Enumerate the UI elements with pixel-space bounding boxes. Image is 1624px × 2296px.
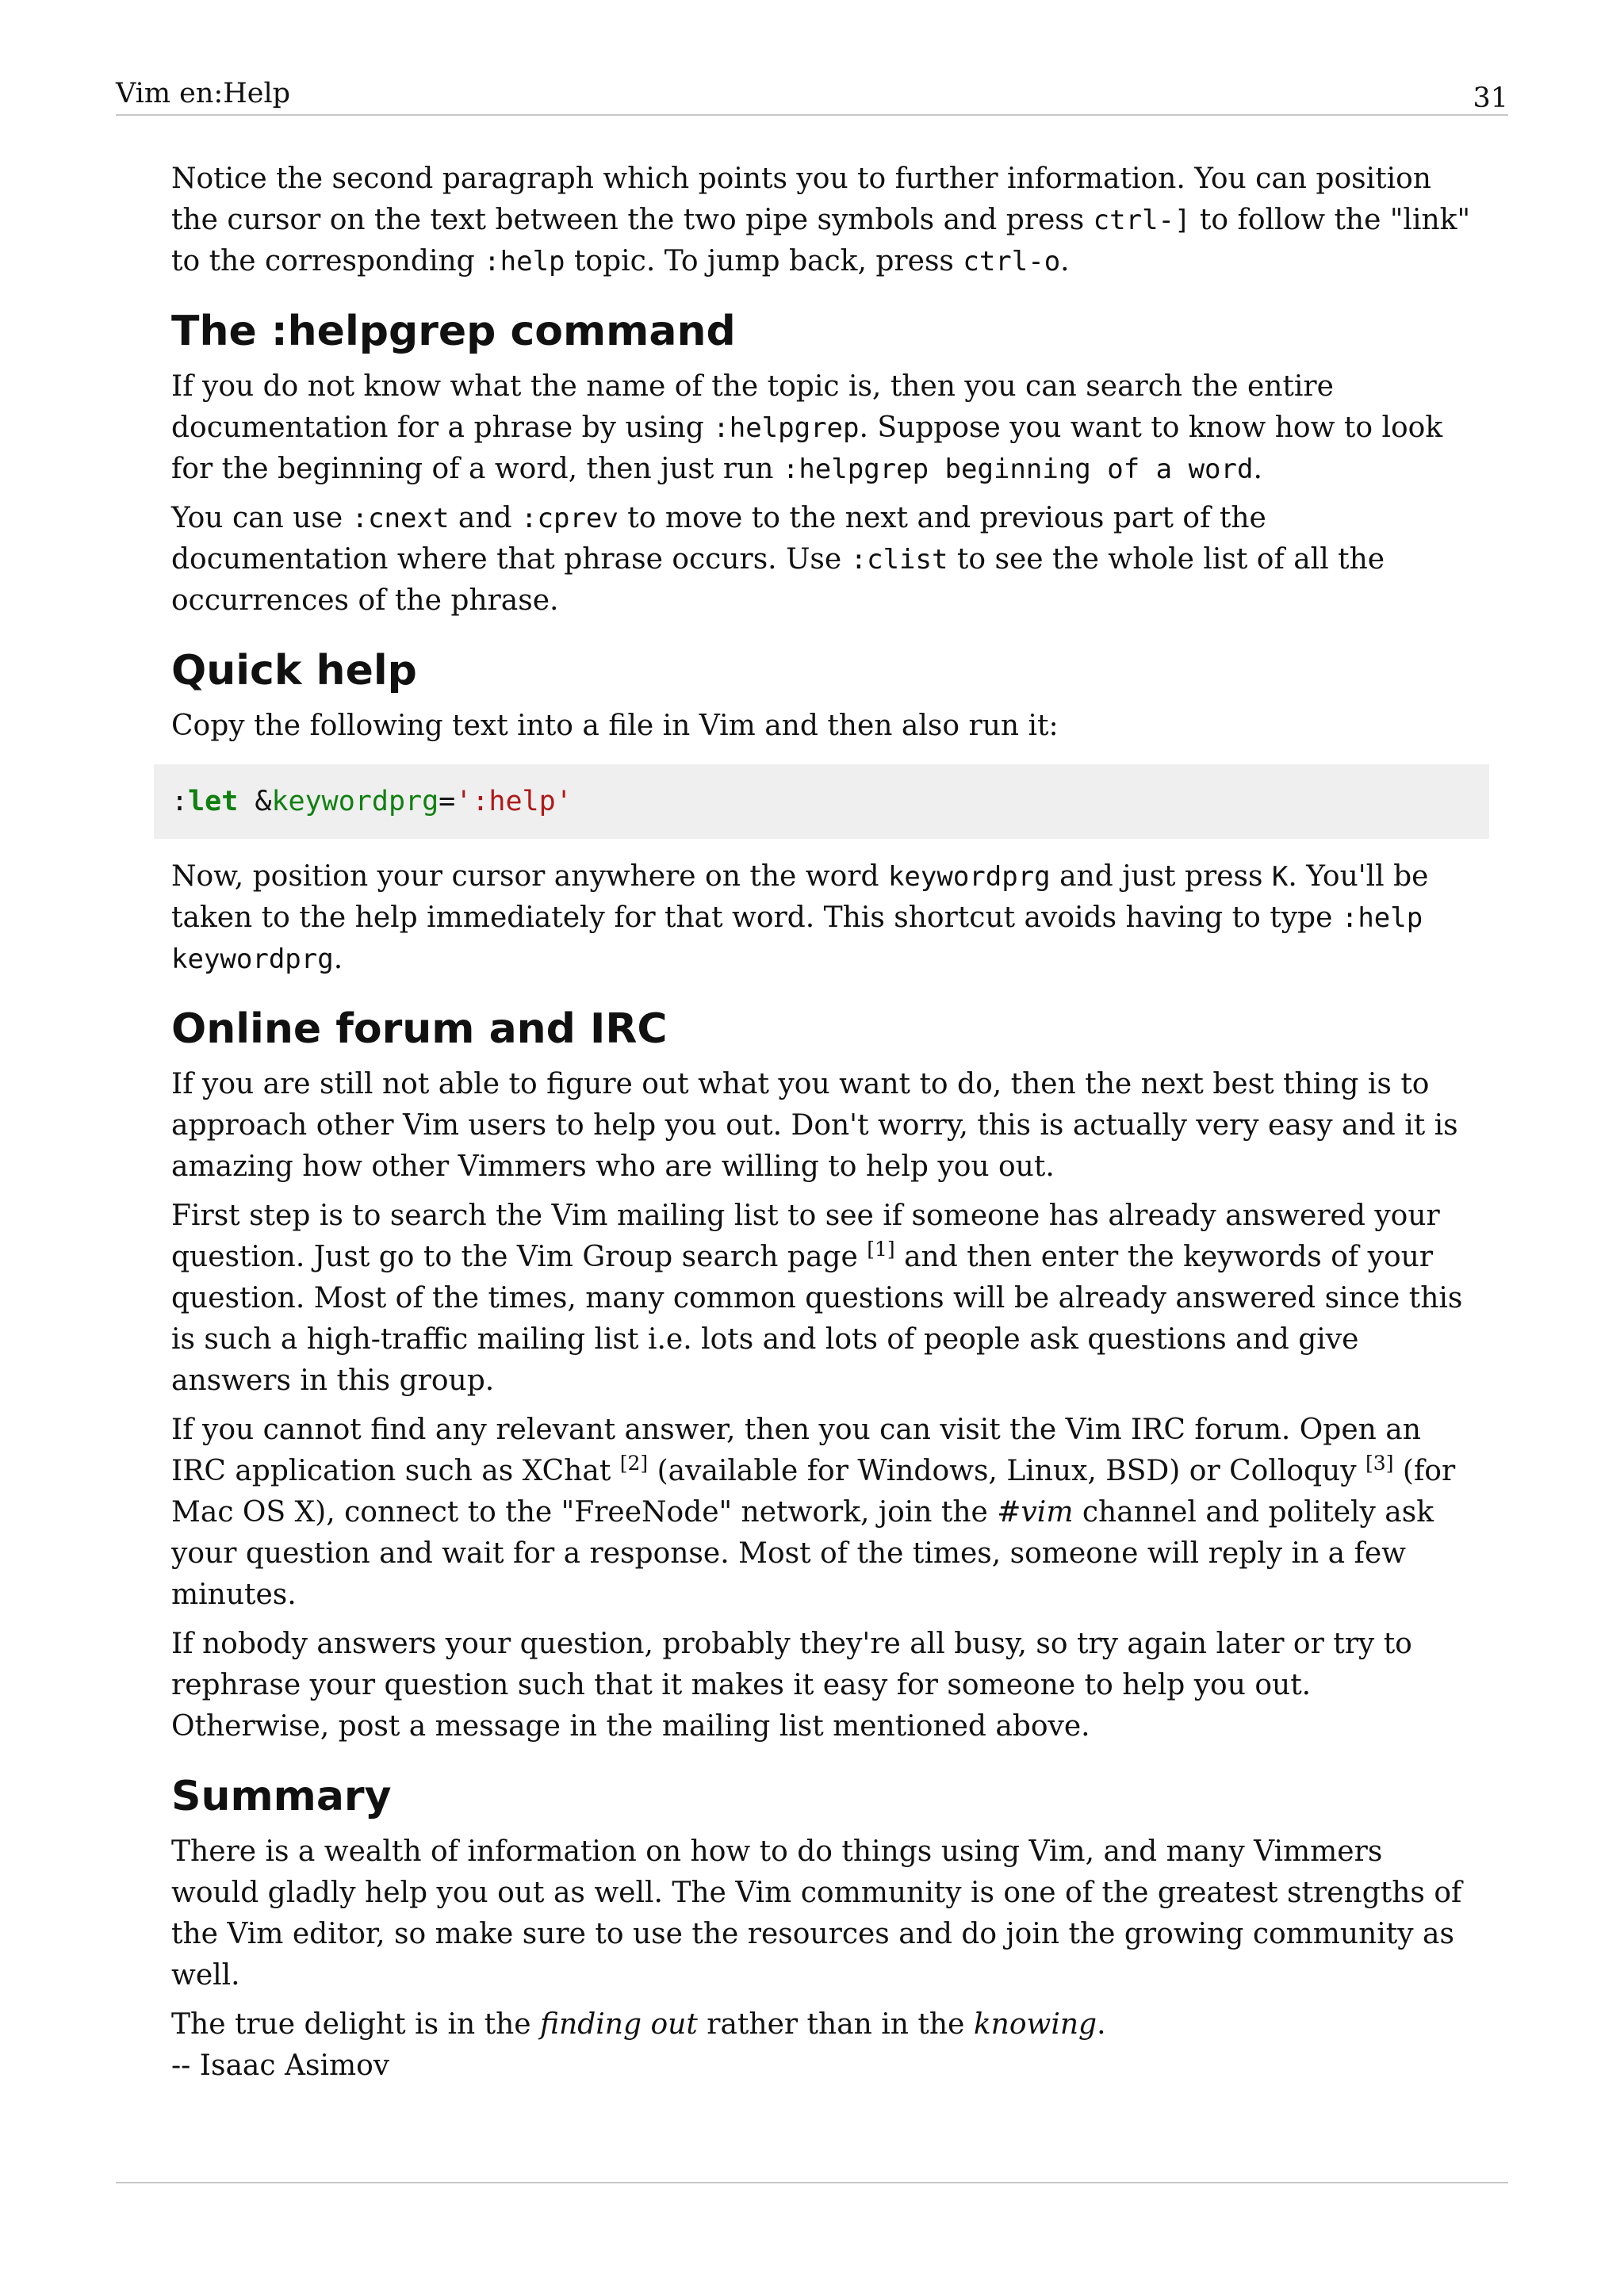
running-header	[116, 75, 1508, 116]
channel-name: #vim	[997, 1496, 1074, 1529]
section-heading-summary: Summary	[171, 1773, 392, 1820]
footnote-ref-1[interactable]: [1]	[867, 1238, 895, 1261]
inline-code: :help	[484, 246, 565, 277]
inline-code: :helpgrep	[713, 412, 860, 444]
inline-code: K	[1271, 861, 1289, 893]
inline-code: :clist	[850, 544, 948, 576]
helpgrep-paragraph-2: You can use :cnext and :cprev to move to the next and previous part of the documentation where that phrase occurs. Use :clist to see the whole list of all the occurrences of the phrase.	[171, 502, 1385, 617]
footer-rule	[116, 2182, 1508, 2183]
quote-text: The true delight is in the finding out rather than in the knowing.	[171, 2008, 1106, 2041]
quickhelp-paragraph-2: Now, position your cursor anywhere on the word keywordprg and just press K. You'll be taken to the help immediately for that word. This shortcut avoids having to type :help keywordprg.	[171, 860, 1429, 975]
forum-paragraph-1: If you are still not able to figure out what you want to do, then the next best thing is to approach other Vim users to help you out. Don't worry, this is actually very easy and it is amazing how other Vimmers who are willing to help you out.	[171, 1068, 1458, 1183]
inline-code: :helpgrep beginning of a word	[782, 453, 1254, 485]
inline-code: ctrl-o	[963, 246, 1061, 277]
inline-code: keywordprg	[887, 861, 1051, 893]
section-heading-helpgrep: The :helpgrep command	[171, 308, 736, 355]
forum-paragraph-4: If nobody answers your question, probably they're all busy, so try again later or try to rephrase your question such that it makes it easy for someone to help you out. Otherwise, post a message in the mailing list mentioned above.	[171, 1628, 1412, 1743]
quote-attribution: -- Isaac Asimov	[171, 2049, 390, 2082]
inline-code: :cnext	[351, 503, 450, 534]
page-number: 31	[1473, 82, 1508, 114]
inline-code: :help keywordprg	[171, 902, 1423, 975]
helpgrep-paragraph-1: If you do not know what the name of the topic is, then you can search the entire documentation for a phrase by using :helpgrep. Suppose you want to know how to look for the beginning of a word, then just run :helpgrep beginning of a word.	[171, 370, 1443, 485]
footnote-ref-3[interactable]: [3]	[1365, 1452, 1394, 1475]
code-block: :let &keywordprg=':help'	[154, 764, 1489, 839]
page-content	[171, 159, 1472, 2087]
quickhelp-paragraph-1: Copy the following text into a file in Vim and then also run it:	[171, 710, 1059, 742]
section-heading-forum: Online forum and IRC	[171, 1005, 668, 1053]
footnote-ref-2[interactable]: [2]	[619, 1452, 649, 1475]
summary-paragraph: There is a wealth of information on how to do things using Vim, and many Vimmers would gladly help you out as well. The Vim community is one of the greatest strengths of the Vim editor, so make sure to use the resources and do join the growing community as well.	[171, 1835, 1462, 1992]
forum-paragraph-2: First step is to search the Vim mailing list to see if someone has already answered your question. Just go to the Vim Group search page [1] and then enter the keywords of your question. Most of the times, many common questions will be already answered since this is such a high-traffic mailing list i.e. lots and lots of people ask questions and give answers in this group.	[171, 1200, 1463, 1397]
section-heading-quick-help: Quick help	[171, 647, 417, 695]
inline-code: ctrl-]	[1093, 205, 1191, 236]
header-title: Vim en:Help	[116, 78, 291, 109]
inline-code: :cprev	[521, 503, 619, 534]
quote	[171, 2004, 1472, 2087]
intro-paragraph: Notice the second paragraph which points you to further information. You can position the cursor on the text between the two pipe symbols and press ctrl-] to follow the "link" to the corresponding :help topic. To jump back, press ctrl-o.	[171, 163, 1471, 277]
forum-paragraph-3: If you cannot find any relevant answer, then you can visit the Vim IRC forum. Open an IRC application such as XChat [2] (available for Windows, Linux, BSD) or Colloquy [3] (for Mac OS X), connect to the "FreeNode" network, join the #vim channel and politely ask your question and wait for a response. Most of the times, someone will reply in a few minutes.	[171, 1414, 1456, 1611]
